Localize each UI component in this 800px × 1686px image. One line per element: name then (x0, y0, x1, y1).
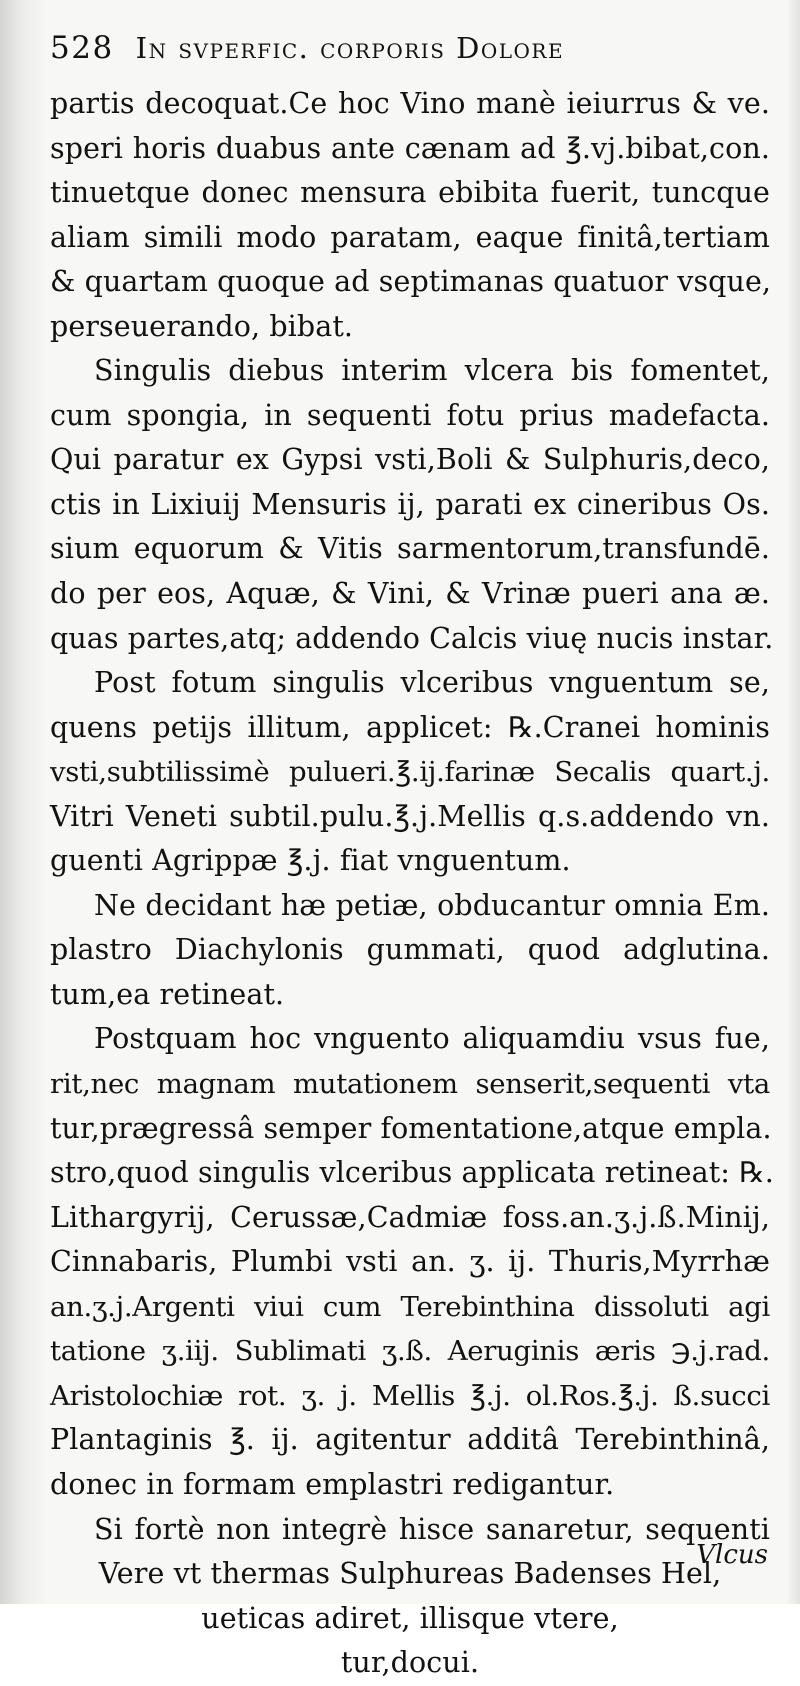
text-block (50, 30, 774, 1686)
text-line: Cinnabaris, Plumbi vsti an. ʒ. ij. Thuris,Myrrhæ (50, 1245, 770, 1279)
text-line: cum spongia, in sequenti fotu prius madefacta. (50, 398, 770, 432)
text-line: tur,docui. (340, 1646, 480, 1680)
paragraph-start-line: Si fortè non integrè hisce sanaretur, sequenti (94, 1512, 770, 1546)
text-line: speri horis duabus ante cænam ad ℥.vj.bibat,con. (50, 131, 770, 165)
text-line: tinuetque donec mensura ebibita fuerit, tuncque (50, 176, 770, 210)
text-line: stro,quod singulis vlceribus applicata retineat: ℞. (50, 1156, 774, 1190)
text-line: tatione ʒ.iij. Sublimati ʒ.ß. Aeruginis æris ℈.j.rad. (50, 1335, 770, 1368)
text-line: do per eos, Aquæ, & Vini, & Vrinæ pueri ana æ. (50, 577, 770, 611)
text-line: Qui paratur ex Gypsi vsti,Boli & Sulphuris,deco, (50, 443, 770, 477)
paragraph-start-line: Singulis diebus interim vlcera bis fomentet, (94, 354, 770, 388)
page-edge (786, 0, 800, 1604)
text-line: an.ʒ.j.Argenti viui cum Terebinthina dissoluti agi (50, 1290, 770, 1323)
text-line: tur,prægressâ semper fomentatione,atque empla. (50, 1111, 772, 1145)
text-line: ctis in Lixiuij Mensuris ij, parati ex cineribus Os. (50, 487, 770, 521)
text-line: sium equorum & Vitis sarmentorum,transfundē. (50, 532, 770, 566)
paragraph-start-line: Postquam hoc vnguento aliquamdiu vsus fue, (94, 1022, 770, 1056)
running-title: In svperfic. corporis Dolore (135, 31, 565, 65)
body-text (50, 82, 774, 1686)
text-line: donec in formam emplastri redigantur. (50, 1467, 615, 1501)
paragraph-start-line: Ne decidant hæ petiæ, obducantur omnia Em. (94, 888, 770, 922)
text-line: quens petijs illitum, applicet: ℞.Cranei hominis (50, 710, 770, 744)
paragraph-start-line: Post fotum singulis vlceribus vnguentum se, (94, 666, 770, 700)
text-line: tum,ea retineat. (50, 977, 285, 1011)
text-line: Vitri Veneti subtil.pulu.℥.j.Mellis q.s.addendo vn. (50, 799, 770, 833)
text-line: plastro Diachylonis gummati, quod adglutina. (50, 933, 770, 967)
text-line: Lithargyrij, Cerussæ,Cadmiæ foss.an.ʒ.j.ß.Minij, (50, 1200, 770, 1234)
text-line: & quartam quoque ad septimanas quatuor vsque, (50, 265, 772, 299)
text-line: aliam simili modo paratam, eaque finitâ,tertiam (50, 220, 770, 254)
text-line: rit,nec magnam mutationem senserit,sequenti vta (50, 1068, 770, 1101)
text-line: perseuerando, bibat. (50, 309, 354, 343)
gutter-shadow (0, 0, 46, 1604)
text-line: ueticas adiret, illisque vtere, (201, 1601, 619, 1635)
text-line: guenti Agrippæ ℥.j. fiat vnguentum. (50, 844, 571, 878)
page-number: 528 (50, 30, 114, 66)
text-line: Plantaginis ℥. ij. agitentur additâ Terebinthinâ, (50, 1423, 770, 1457)
text-line: Vere vt thermas Sulphureas Badenses Hel, (98, 1557, 722, 1591)
catchword: Vlcus (696, 1540, 768, 1570)
text-line: quas partes,atq; addendo Calcis viuę nucis instar. (50, 621, 774, 655)
text-line: Aristolochiæ rot. ʒ. j. Mellis ℥.j. ol.Ros.℥.j. ß.succi (50, 1379, 770, 1412)
text-line: vsti,subtilissimè pulueri.℥.ij.farinæ Secalis quart.j. (50, 756, 770, 789)
text-line: partis decoquat.Ce hoc Vino manè ieiurrus & ve. (50, 87, 770, 120)
running-head (50, 30, 770, 82)
